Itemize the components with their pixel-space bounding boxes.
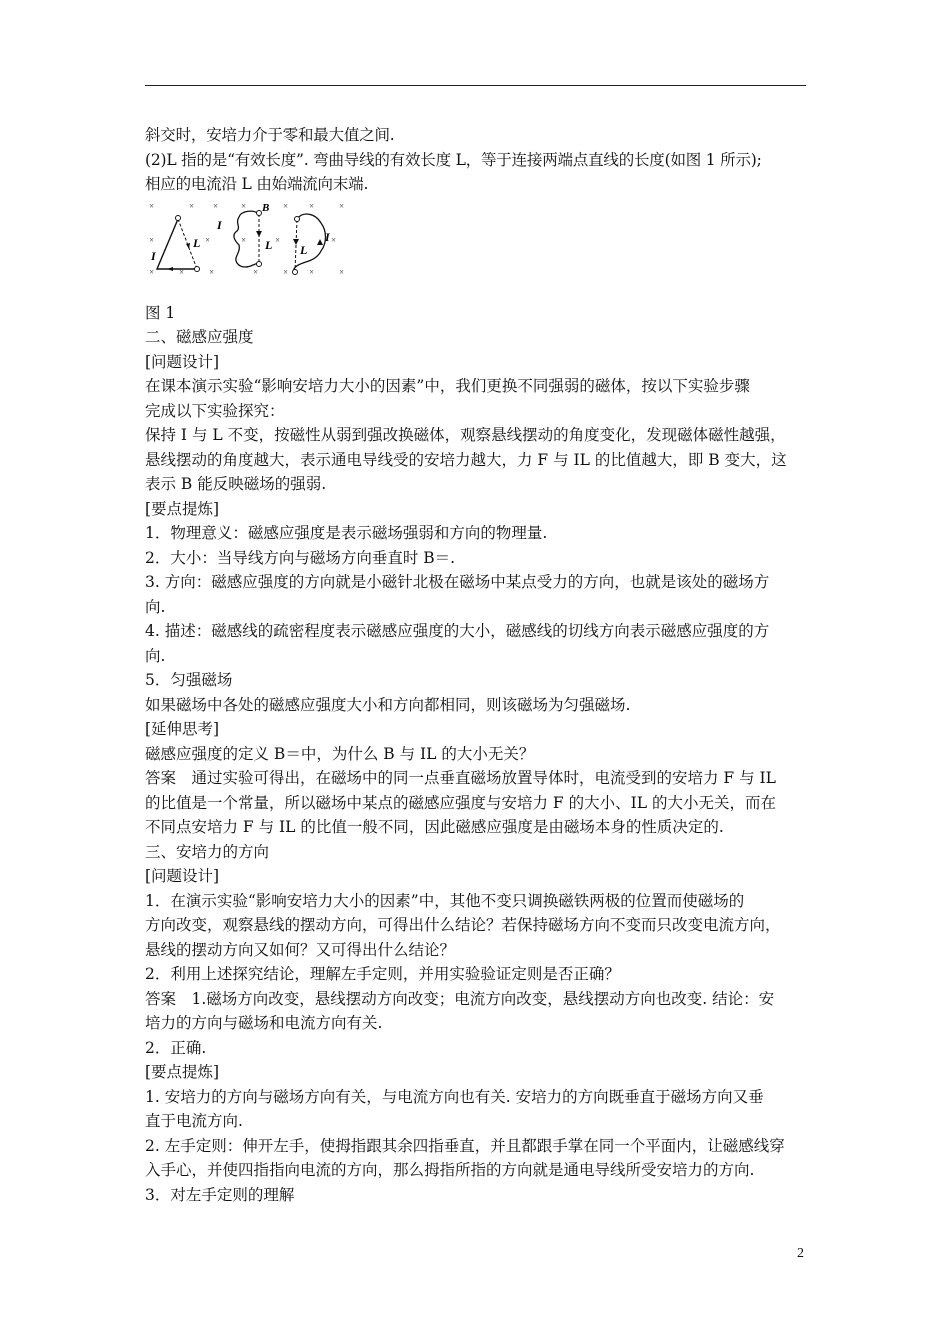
svg-text:I: I <box>217 217 222 232</box>
svg-text:L: L <box>300 242 308 257</box>
svg-text:I: I <box>325 229 330 244</box>
figure-1-diagram <box>145 199 355 297</box>
list-item: 1．物理意义：磁感应强度是表示磁场强弱和方向的物理量. <box>145 524 548 542</box>
paragraph-line: 保持 I 与 L 不变，按磁性从弱到强改换磁体，观察悬线摆动的角度变化，发现磁体磁性越强， <box>145 426 786 444</box>
header-rule <box>145 85 806 86</box>
wire-3-curve <box>293 214 332 274</box>
paragraph-line: 完成以下实验探究： <box>145 401 285 420</box>
paragraph-line: 入手心，并使四指指向电流的方向，那么拇指所指的方向就是通电导线所受安培力的方向. <box>145 1161 755 1179</box>
list-item: 5．匀强磁场 <box>145 671 233 689</box>
wire-1-triangle <box>150 215 200 271</box>
list-item: 4. 描述：磁感线的疏密程度表示磁感应强度的大小，磁感线的切线方向表示磁感应强度的方 <box>145 622 770 640</box>
paragraph-line: 方向改变，观察悬线的摆动方向，可得出什么结论？若保持磁场方向不变而只改变电流方向， <box>145 916 781 934</box>
svg-text:×: × <box>241 200 247 211</box>
svg-text:×: × <box>189 200 195 211</box>
subheading: [问题设计] <box>145 867 220 885</box>
answer-line: 答案 通过实验可得出，在磁场中的同一点垂直磁场放置导体时，电流受到的安培力 F 与 IL <box>145 769 776 787</box>
paragraph-line: 不同点安培力 F 与 IL 的比值一般不同，因此磁感应强度是由磁场本身的性质决定的. <box>145 818 724 836</box>
list-item: 2. 左手定则：伸开左手，使拇指跟其余四指垂直，并且都跟手掌在同一个平面内，让磁感线穿 <box>145 1136 785 1155</box>
svg-text:×: × <box>209 266 215 277</box>
list-item: 1. 安培力的方向与磁场方向有关，与电流方向也有关. 安培力的方向既垂直于磁场方向又垂 <box>145 1087 764 1106</box>
paragraph-line: 培力的方向与磁场和电流方向有关. <box>145 1014 383 1032</box>
svg-text:×: × <box>331 234 337 245</box>
svg-text:×: × <box>283 266 289 277</box>
svg-text:×: × <box>283 200 289 211</box>
subheading: [要点提炼] <box>145 499 220 518</box>
svg-text:×: × <box>149 266 155 277</box>
page-body <box>145 123 810 1207</box>
paragraph-line: 斜交时，安培力介于零和最大值之间. <box>145 126 395 144</box>
list-item: 3. 方向：磁感应强度的方向就是小磁针北极在磁场中某点受力的方向，也就是该处的磁场方 <box>145 573 770 591</box>
svg-text:×: × <box>275 234 281 245</box>
paragraph-line: 表示 B 能反映磁场的强弱. <box>145 475 327 493</box>
paragraph-line: 向. <box>145 597 166 616</box>
svg-text:×: × <box>339 266 345 277</box>
answer-line: 答案 1.磁场方向改变，悬线摆动方向改变；电流方向改变，悬线摆动方向也改变. 结论：安 <box>145 989 775 1008</box>
paragraph-line: 悬线摆动的角度越大，表示通电导线受的安培力越大，力 F 与 IL 的比值越大，即 B 变大，这 <box>145 450 787 469</box>
paragraph-line: 如果磁场中各处的磁感应强度大小和方向都相同，则该磁场为匀强磁场. <box>145 695 631 714</box>
section-heading: 三、安培力的方向 <box>145 842 270 861</box>
list-item: 2．正确. <box>145 1038 207 1057</box>
page-number: 2 <box>797 1246 804 1261</box>
svg-text:×: × <box>309 200 315 211</box>
svg-text:L: L <box>265 237 273 252</box>
svg-text:I: I <box>151 248 156 263</box>
list-item: 2．大小：当导线方向与磁场方向垂直时 B＝. <box>145 548 456 567</box>
magnetic-field-crosses <box>149 201 344 277</box>
list-item: 1．在演示实验“影响安培力大小的因素”中，其他不变只调换磁铁两极的位置而使磁场的 <box>145 891 745 910</box>
list-item: 2．利用上述探究结论，理解左手定则，并用实验验证定则是否正确？ <box>145 965 620 983</box>
svg-text:×: × <box>179 266 185 277</box>
svg-text:×: × <box>149 200 155 211</box>
figure-caption: 图 1 <box>145 303 176 322</box>
figure-1-svg <box>145 199 355 297</box>
subheading: [问题设计] <box>145 352 220 371</box>
paragraph-line: 向. <box>145 646 166 665</box>
svg-text:×: × <box>149 234 155 245</box>
svg-text:×: × <box>309 266 315 277</box>
svg-text:L: L <box>193 235 201 250</box>
subheading: [延伸思考] <box>145 720 220 738</box>
svg-text:×: × <box>213 200 219 211</box>
svg-text:×: × <box>205 234 211 245</box>
paragraph-line: 悬线的摆动方向又如何？又可得出什么结论？ <box>145 940 456 959</box>
svg-text:×: × <box>241 234 247 245</box>
paragraph-line: 磁感应强度的定义 B＝中，为什么 B 与 IL 的大小无关？ <box>145 744 535 763</box>
paragraph-line: 相应的电流沿 L 由始端流向末端. <box>145 175 369 193</box>
section-heading: 二、磁感应强度 <box>145 328 254 346</box>
paragraph-line: 直于电流方向. <box>145 1112 243 1130</box>
svg-text:B: B <box>262 201 270 214</box>
subheading: [要点提炼] <box>145 1063 220 1081</box>
paragraph-line: 在课本演示实验“影响安培力大小的因素”中，我们更换不同强弱的磁体，按以下实验步骤 <box>145 377 750 395</box>
list-item: 3．对左手定则的理解 <box>145 1185 295 1204</box>
svg-text:×: × <box>339 200 345 211</box>
svg-text:×: × <box>253 266 259 277</box>
paragraph-line: 的比值是一个常量，所以磁场中某点的磁感应强度与安培力 F 的大小、IL 的大小无关，而在 <box>145 793 776 812</box>
paragraph-line: (2)L 指的是“有效长度”. 弯曲导线的有效长度 L，等于连接两端点直线的长度(如图 1 所示); <box>145 150 762 169</box>
